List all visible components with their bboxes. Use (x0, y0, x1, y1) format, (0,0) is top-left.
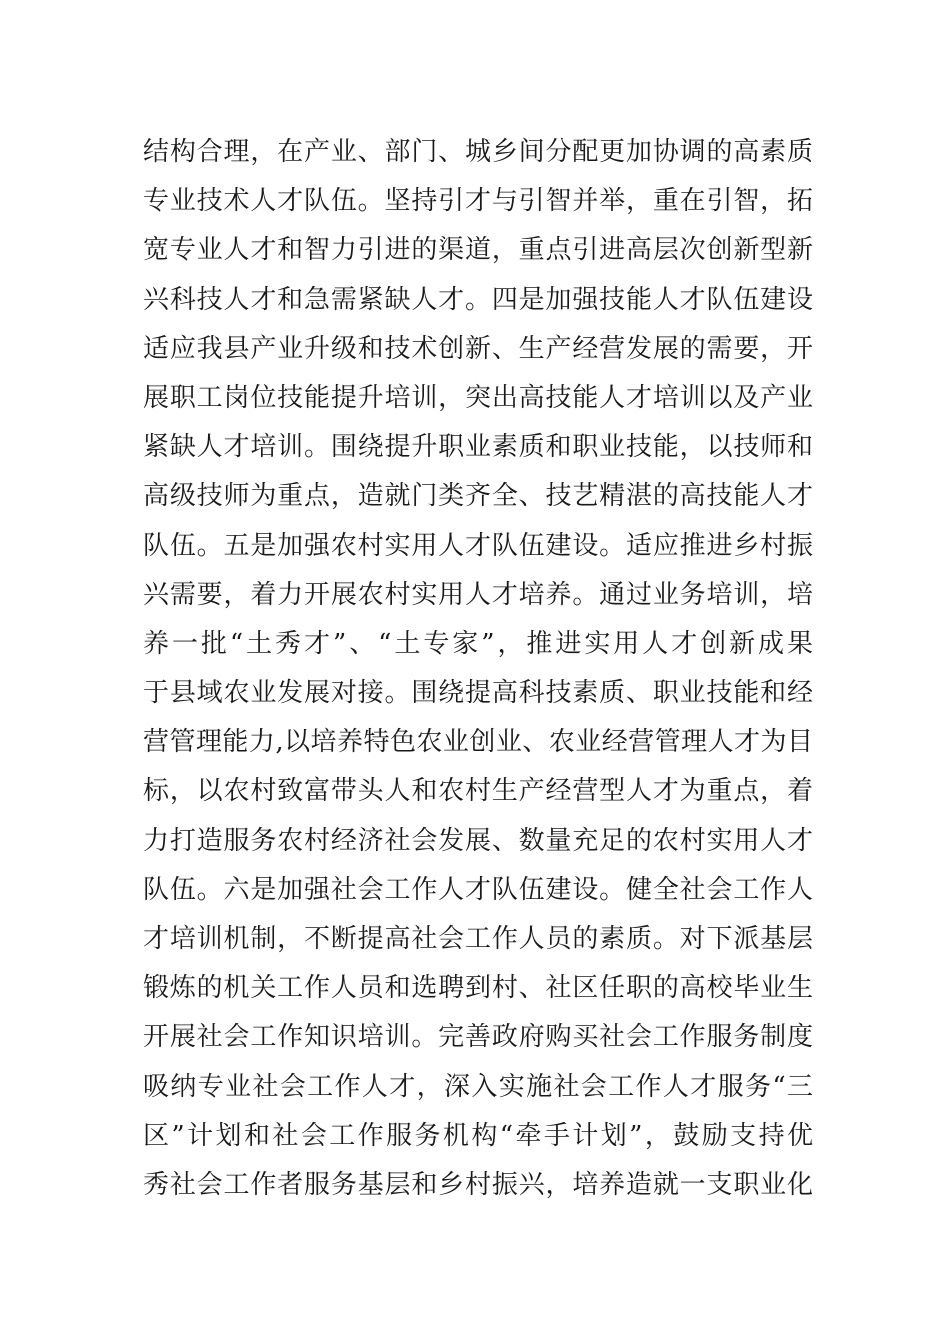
text-line: 兴科技人才和急需紧缺人才。四是加强技能人才队伍建设 (143, 284, 813, 315)
text-line: 开展社会工作知识培训。完善政府购买社会工作服务制度 (143, 1022, 813, 1053)
text-line: 吸纳专业社会工作人才，深入实施社会工作人才服务“三 (143, 1071, 813, 1102)
text-line: 专业技术人才队伍。坚持引才与引智并举，重在引智，拓 (143, 186, 813, 217)
text-line: 宽专业人才和智力引进的渠道，重点引进高层次创新型新 (143, 235, 813, 266)
text-line: 营管理能力,以培养特色农业创业、农业经营管理人才为目 (143, 727, 813, 758)
text-line: 队伍。六是加强社会工作人才队伍建设。健全社会工作人 (143, 874, 813, 905)
text-line: 区”计划和社会工作服务机构“牵手计划”，鼓励支持优 (143, 1120, 813, 1151)
text-line: 才培训机制，不断提高社会工作人员的素质。对下派基层 (143, 924, 813, 954)
text-line: 于县域农业发展对接。围绕提高科技素质、职业技能和经 (143, 678, 813, 709)
body-text (143, 128, 813, 1210)
text-line: 标，以农村致富带头人和农村生产经营型人才为重点，着 (143, 776, 813, 807)
text-line: 养一批“土秀才”、“土专家”，推进实用人才创新成果 (143, 628, 813, 659)
text-line: 高级技师为重点，造就门类齐全、技艺精湛的高技能人才 (143, 481, 813, 512)
text-line: 适应我县产业升级和技术创新、生产经营发展的需要，开 (143, 333, 813, 364)
text-line: 秀社会工作者服务基层和乡村振兴，培养造就一支职业化 (143, 1169, 813, 1200)
text-line: 紧缺人才培训。围绕提升职业素质和职业技能，以技师和 (143, 432, 813, 463)
text-line: 兴需要，着力开展农村实用人才培养。通过业务培训，培 (143, 579, 813, 610)
text-line: 队伍。五是加强农村实用人才队伍建设。适应推进乡村振 (143, 530, 813, 561)
text-line: 力打造服务农村经济社会发展、数量充足的农村实用人才 (143, 825, 813, 856)
text-line: 结构合理，在产业、部门、城乡间分配更加协调的高素质 (143, 137, 813, 167)
text-line: 展职工岗位技能提升培训，突出高技能人才培训以及产业 (143, 382, 813, 413)
text-line: 锻炼的机关工作人员和选聘到村、社区任职的高校毕业生 (143, 973, 813, 1004)
